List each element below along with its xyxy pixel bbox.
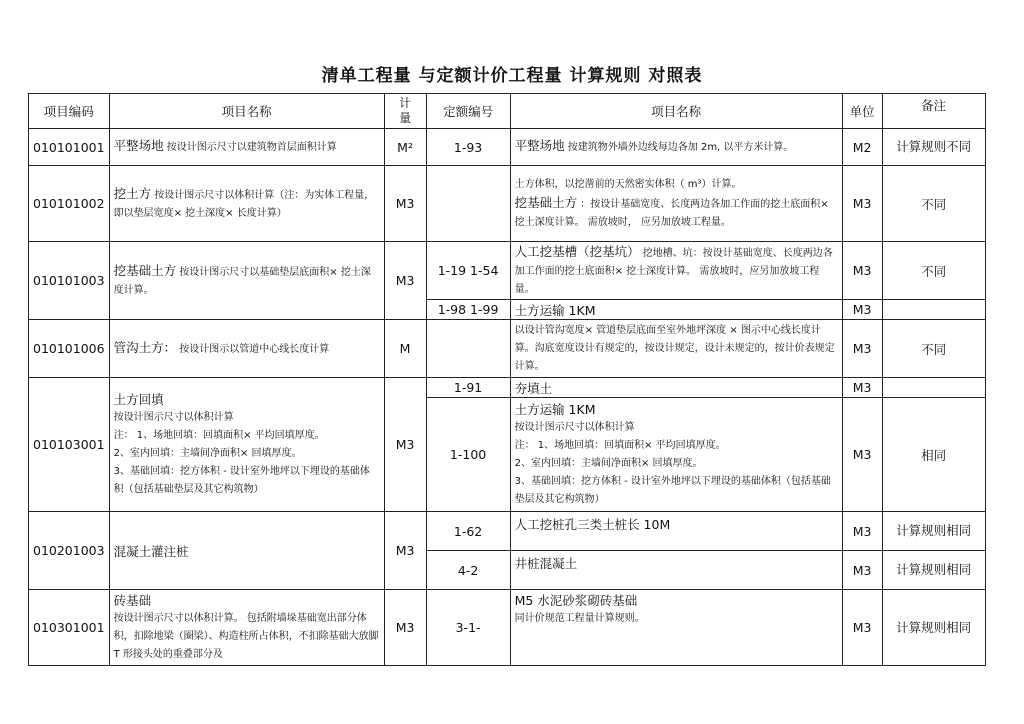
quota-title: 平整场地	[514, 138, 565, 153]
item-unit: M3	[384, 590, 426, 666]
header-name: 项目名称	[109, 94, 384, 129]
quota-description	[510, 320, 842, 378]
item-unit: M3	[384, 512, 426, 590]
item-title: 混凝土灌注桩	[113, 544, 189, 559]
page-title: 清单工程量 与定额计价工程量 计算规则 对照表	[321, 66, 703, 86]
item-description	[109, 129, 384, 166]
item-code: 010101006	[29, 320, 110, 378]
item-unit: M²	[384, 129, 426, 166]
item-code: 010101001	[29, 129, 110, 166]
quota-description	[510, 129, 842, 166]
quota-rule: 按设计图示尺寸以体积计算 注： 1、场地回填：回填面积× 平均回填厚度。 2、室内回填：主墙间净面积× 回填厚度。 3、基础回填：挖方体积 - 设计室外地坪以下埋设的基础体积（包括基础垫层及其它构筑物）	[514, 421, 831, 505]
quota-title: 土方运输 1KM	[514, 303, 596, 318]
item-title: 平整场地	[113, 138, 164, 153]
remark: 计算规则相同	[882, 551, 985, 590]
remark: 计算规则相同	[882, 590, 985, 666]
quota-code: 1-98 1-99	[426, 300, 510, 320]
remark: 相同	[882, 398, 985, 512]
item-rule: 按设计图示以管道中心线长度计算	[176, 343, 330, 355]
quota-rule: 按建筑物外墙外边线每边各加 2m, 以平方米计算。	[564, 142, 794, 153]
quota-title: M5 水泥砂浆砌砖基础	[514, 593, 638, 608]
quota-title: 土方运输 1KM	[514, 401, 596, 417]
quota-unit: M3	[842, 320, 882, 378]
quota-code: 4-2	[426, 551, 510, 590]
quota-unit: M2	[842, 129, 882, 166]
item-title: 挖土方	[113, 185, 152, 201]
remark: 计算规则相同	[882, 512, 985, 551]
quota-code	[426, 166, 510, 242]
quota-description	[510, 512, 842, 551]
quota-rule: 以设计管沟宽度× 管道垫层底面至室外地坪深度 × 图示中心线长度计算。沟底宽度设计有规定的，按设计规定，设计未规定的，按计价表规定计算。	[514, 324, 835, 372]
quota-unit: M3	[842, 590, 882, 666]
quota-rule: 挖地槽、坑：按设计基础宽度、长度两边各加工作面的挖土底面积× 挖土深度计算。 需放坡时，应另加放坡工程量。	[514, 247, 833, 295]
item-code: 010101002	[29, 166, 110, 242]
item-unit: M3	[384, 378, 426, 512]
table-row	[29, 166, 986, 242]
remark: 不同	[882, 320, 985, 378]
quota-code: 3-1-	[426, 590, 510, 666]
table-row	[29, 242, 986, 300]
item-unit: M	[384, 320, 426, 378]
item-description	[109, 378, 384, 512]
quota-unit: M3	[842, 378, 882, 398]
item-unit: M3	[384, 242, 426, 320]
item-title: 挖基础土方	[113, 262, 177, 278]
quota-code: 1-93	[426, 129, 510, 166]
item-rule: 按设计图示尺寸以体积计算。 包括附墙垛基础宽出部分体积，扣除地梁（圈梁）、构造柱所占体积，不扣除基础大放脚 T 形接头处的重叠部分及	[113, 612, 379, 660]
remark: 不同	[882, 242, 985, 300]
item-description	[109, 166, 384, 242]
header-unit-left: 计量	[384, 94, 426, 129]
item-rule: 按设计图示尺寸以建筑物首层面积计算	[163, 142, 337, 153]
table-row	[29, 378, 986, 398]
quota-description	[510, 166, 842, 242]
quota-code: 1-62	[426, 512, 510, 551]
item-unit: M3	[384, 166, 426, 242]
quota-unit: M3	[842, 512, 882, 551]
quota-title: 夯填土	[514, 381, 553, 396]
table-row	[29, 590, 986, 666]
remark	[882, 378, 985, 398]
header-quota: 定额编号	[426, 94, 510, 129]
comparison-table	[28, 93, 986, 666]
quota-code: 1-100	[426, 398, 510, 512]
quota-unit: M3	[842, 551, 882, 590]
item-title: 土方回填	[113, 391, 164, 407]
quota-unit: M3	[842, 300, 882, 320]
quota-description	[510, 551, 842, 590]
item-rule: 按设计图示尺寸以基础垫层底面积× 挖土深度计算。	[113, 266, 371, 296]
quota-unit: M3	[842, 242, 882, 300]
quota-code: 1-19 1-54	[426, 242, 510, 300]
header-code: 项目编码	[29, 94, 110, 129]
remark: 不同	[882, 166, 985, 242]
quota-description	[510, 590, 842, 666]
header-unit: 单位	[842, 94, 882, 129]
quota-description	[510, 398, 842, 512]
quota-description	[510, 378, 842, 398]
table-row	[29, 320, 986, 378]
quota-note: 土方体积，以挖凿前的天然密实体积（ m³）计算。	[514, 178, 742, 190]
quota-description	[510, 300, 842, 320]
item-title: 管沟土方：	[113, 339, 177, 355]
quota-rule: ：按设计基础宽度、长度两边各加工作面的挖土底面积× 挖土深度计算。 需放坡时， 应另加放坡工程量。	[514, 198, 829, 228]
remark	[882, 300, 985, 320]
item-description	[109, 512, 384, 590]
item-code: 010301001	[29, 590, 110, 666]
quota-title: 井桩混凝土	[514, 556, 578, 571]
item-code: 010103001	[29, 378, 110, 512]
item-rule: 按设计图示尺寸以体积计算 注： 1、场地回填：回填面积× 平均回填厚度。 2、室内回填：主墙间净面积× 回填厚度。 3、基础回填：挖方体积 - 设计室外地坪以下埋设的基础体积（包括基础垫层及其它构筑物）	[113, 411, 370, 495]
header-name2: 项目名称	[510, 94, 842, 129]
remark: 计算规则不同	[882, 129, 985, 166]
item-title: 砖基础	[113, 592, 152, 608]
table-header-row	[29, 94, 986, 129]
quota-title: 人工挖桩孔三类土桩长 10M	[514, 517, 671, 532]
quota-title: 人工挖基槽（挖基坑）	[514, 243, 640, 259]
item-code: 010101003	[29, 242, 110, 320]
quota-code: 1-91	[426, 378, 510, 398]
quota-description	[510, 242, 842, 300]
table-row	[29, 512, 986, 551]
quota-code	[426, 320, 510, 378]
item-rule: 按设计图示尺寸以体积计算（注：为实体工程量，即以垫层宽度× 挖土深度× 长度计算）	[113, 189, 375, 219]
header-remark: 备注	[882, 94, 985, 129]
quota-title: 挖基础土方	[514, 194, 578, 210]
item-description	[109, 320, 384, 378]
quota-unit: M3	[842, 166, 882, 242]
item-description	[109, 242, 384, 320]
quota-rule: 同计价规范工程量计算规则。	[514, 613, 645, 624]
table-row	[29, 129, 986, 166]
item-code: 010201003	[29, 512, 110, 590]
item-description	[109, 590, 384, 666]
quota-unit: M3	[842, 398, 882, 512]
